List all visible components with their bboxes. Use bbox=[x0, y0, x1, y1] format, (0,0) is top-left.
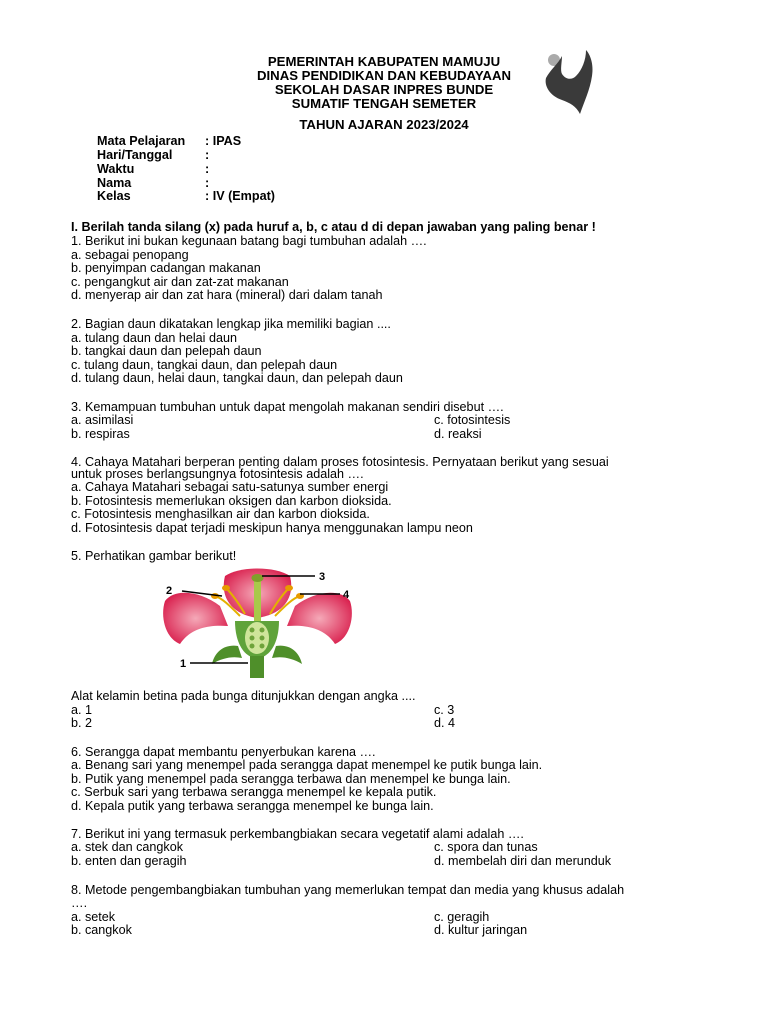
header-government: PEMERINTAH KABUPATEN MAMUJU bbox=[267, 54, 501, 69]
meta-date bbox=[97, 148, 209, 162]
question-7-option-b: b. enten dan geragih bbox=[71, 854, 187, 868]
question-8-text-line2: …. bbox=[71, 896, 88, 910]
flower-sepal-right bbox=[272, 646, 302, 664]
question-4-option-d: d. Fotosintesis dapat terjadi meskipun hanya menggunakan lampu neon bbox=[71, 521, 473, 535]
question-1-text: 1. Berikut ini bukan kegunaan batang bagi tumbuhan adalah …. bbox=[71, 234, 427, 248]
question-4-option-a: a. Cahaya Matahari sebagai satu-satunya sumber energi bbox=[71, 480, 389, 494]
question-7-option-c: c. spora dan tunas bbox=[434, 840, 538, 854]
flower-label-1: 1 bbox=[180, 658, 187, 670]
flower-diagram bbox=[160, 566, 355, 678]
meta-value: : IPAS bbox=[205, 134, 242, 148]
question-2-text: 2. Bagian daun dikatakan lengkap jika memiliki bagian .... bbox=[71, 317, 391, 331]
question-4-option-b: b. Fotosintesis memerlukan oksigen dan karbon dioksida. bbox=[71, 494, 392, 508]
question-6-option-b: b. Putik yang menempel pada serangga terbawa dan menempel ke bunga lain. bbox=[71, 772, 511, 786]
question-2-option-d: d. tulang daun, helai daun, tangkai daun, dan pelepah daun bbox=[71, 371, 403, 385]
question-6-text: 6. Serangga dapat membantu penyerbukan karena …. bbox=[71, 745, 376, 759]
meta-class bbox=[97, 189, 275, 203]
question-2-option-c: c. tulang daun, tangkai daun, dan pelepah daun bbox=[71, 358, 338, 372]
question-3-option-d: d. reaksi bbox=[434, 427, 482, 441]
question-6-option-d: d. Kepala putik yang terbawa serangga menempel ke bunga lain. bbox=[71, 799, 434, 813]
meta-label: Hari/Tanggal bbox=[97, 148, 173, 162]
question-1-option-c: c. pengangkut air dan zat-zat makanan bbox=[71, 275, 289, 289]
question-8-text-line1: 8. Metode pengembangbiakan tumbuhan yang memerlukan tempat dan media yang khusus adalah bbox=[71, 883, 625, 897]
question-7-text: 7. Berikut ini yang termasuk perkembangbiakan secara vegetatif alami adalah …. bbox=[71, 827, 524, 841]
meta-label: Mata Pelajaran bbox=[97, 134, 186, 148]
flower-label-4: 4 bbox=[343, 589, 350, 601]
question-1-option-a: a. sebagai penopang bbox=[71, 248, 189, 262]
flower-petal-left bbox=[163, 593, 228, 644]
question-4-text-line1: 4. Cahaya Matahari berperan penting dalam proses fotosintesis. Pernyataan berikut yang sesuai bbox=[71, 455, 609, 469]
header-exam-title: SUMATIF TENGAH SEMETER bbox=[291, 96, 477, 111]
question-5-option-d: d. 4 bbox=[434, 716, 456, 730]
meta-name bbox=[97, 176, 209, 190]
meta-value: : bbox=[205, 148, 210, 162]
question-8-option-c: c. geragih bbox=[434, 910, 490, 924]
meta-value: : IV (Empat) bbox=[205, 189, 275, 203]
meta-value: : bbox=[205, 176, 210, 190]
question-6-option-c: c. Serbuk sari yang terbawa serangga menempel ke kepala putik. bbox=[71, 785, 437, 799]
meta-time bbox=[97, 162, 209, 176]
question-5-text: 5. Perhatikan gambar berikut! bbox=[71, 549, 237, 563]
question-4-text-line2: untuk proses berlangsungnya fotosintesis adalah …. bbox=[71, 467, 364, 481]
meta-label: Waktu bbox=[97, 162, 135, 176]
flower-label-2: 2 bbox=[166, 585, 173, 597]
question-5-question: Alat kelamin betina pada bunga ditunjukkan dengan angka .... bbox=[71, 689, 416, 703]
meta-value: : bbox=[205, 162, 210, 176]
question-2-option-b: b. tangkai daun dan pelepah daun bbox=[71, 344, 262, 358]
question-5-option-b: b. 2 bbox=[71, 716, 93, 730]
flower-pistil bbox=[254, 578, 261, 623]
question-4-option-c: c. Fotosintesis menghasilkan air dan karbon dioksida. bbox=[71, 507, 370, 521]
question-3-option-c: c. fotosintesis bbox=[434, 413, 511, 427]
meta-label: Kelas bbox=[97, 189, 131, 203]
question-3-text: 3. Kemampuan tumbuhan untuk dapat mengolah makanan sendiri disebut …. bbox=[71, 400, 504, 414]
question-5-option-c: c. 3 bbox=[434, 703, 455, 717]
question-8-option-b: b. cangkok bbox=[71, 923, 132, 937]
question-3-option-a: a. asimilasi bbox=[71, 413, 134, 427]
question-1-option-d: d. menyerap air dan zat hara (mineral) dari dalam tanah bbox=[71, 288, 383, 302]
question-8-option-d: d. kultur jaringan bbox=[434, 923, 528, 937]
header-school: SEKOLAH DASAR INPRES BUNDE bbox=[274, 82, 494, 97]
header-school-year: TAHUN AJARAN 2023/2024 bbox=[299, 117, 469, 132]
meta-subject bbox=[97, 134, 241, 148]
question-7-option-d: d. membelah diri dan merunduk bbox=[434, 854, 612, 868]
question-1-option-b: b. penyimpan cadangan makanan bbox=[71, 261, 261, 275]
flower-sepal-left bbox=[212, 646, 242, 664]
flower-stem bbox=[250, 656, 264, 678]
meta-label: Nama bbox=[97, 176, 132, 190]
question-3-option-b: b. respiras bbox=[71, 427, 130, 441]
flower-label-3: 3 bbox=[319, 571, 326, 583]
question-6-option-a: a. Benang sari yang menempel pada serangga dapat menempel ke putik bunga lain. bbox=[71, 758, 543, 772]
question-2-option-a: a. tulang daun dan helai daun bbox=[71, 331, 237, 345]
question-8-option-a: a. setek bbox=[71, 910, 116, 924]
header-department: DINAS PENDIDIKAN DAN KEBUDAYAAN bbox=[256, 68, 511, 83]
question-5-option-a: a. 1 bbox=[71, 703, 93, 717]
question-7-option-a: a. stek dan cangkok bbox=[71, 840, 184, 854]
instruction-text: I. Berilah tanda silang (x) pada huruf a, b, c atau d di depan jawaban yang paling benar ! bbox=[71, 220, 596, 234]
